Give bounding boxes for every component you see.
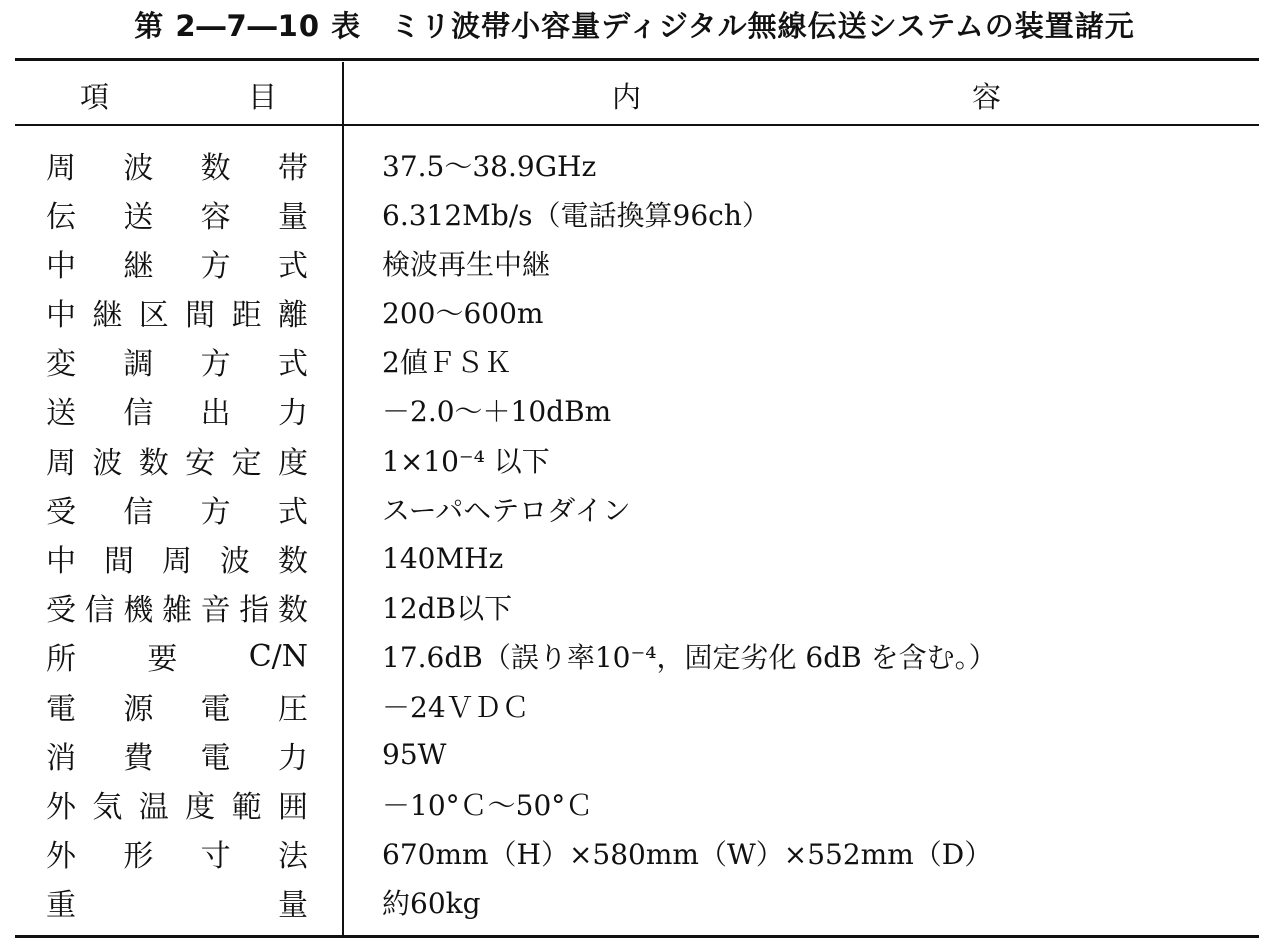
row-label-char: 中 bbox=[46, 298, 76, 334]
row-label bbox=[46, 288, 308, 337]
row-label bbox=[46, 435, 308, 484]
top-rule bbox=[15, 58, 1259, 61]
row-label-char: 電 bbox=[200, 740, 231, 776]
table-row bbox=[0, 681, 1269, 730]
row-label bbox=[46, 337, 308, 386]
row-value: 670mm（H）×580mm（W）×552mm（D） bbox=[382, 838, 993, 872]
row-label-char: 数 bbox=[277, 593, 308, 629]
row-value: 95W bbox=[382, 738, 447, 772]
table-row bbox=[0, 484, 1269, 533]
row-value: 約60kg bbox=[382, 887, 481, 921]
row-label-char: 帯 bbox=[277, 150, 308, 186]
row-label-char: 量 bbox=[278, 888, 308, 924]
row-label-char: 信 bbox=[123, 494, 154, 530]
row-label bbox=[46, 238, 308, 287]
table-row bbox=[0, 189, 1269, 238]
row-label bbox=[46, 730, 308, 779]
row-label-char: 波 bbox=[92, 445, 123, 481]
row-label-char: 間 bbox=[104, 544, 134, 579]
row-label-char: 離 bbox=[277, 298, 308, 334]
row-label bbox=[46, 140, 308, 189]
row-label-char: 機 bbox=[123, 593, 154, 629]
row-value: スーパヘテロダイン bbox=[382, 493, 631, 527]
table-row bbox=[0, 779, 1269, 828]
row-label-char: 力 bbox=[277, 740, 308, 776]
row-label-char: 周 bbox=[46, 150, 76, 186]
row-label-char: 要 bbox=[147, 642, 178, 678]
row-label bbox=[46, 386, 308, 435]
row-label-char: 所 bbox=[46, 642, 76, 678]
row-label-char: 方 bbox=[200, 347, 231, 383]
header-item-char-2: 目 bbox=[248, 80, 278, 114]
row-label-char: 区 bbox=[138, 298, 169, 334]
row-label-char: 式 bbox=[277, 248, 308, 284]
row-value: 6.312Mb/s（電話換算96ch） bbox=[382, 198, 770, 232]
table-title: 第 2―7―10 表 ミリ波帯小容量ディジタル無線伝送システムの装置諸元 bbox=[134, 9, 1135, 43]
row-label-char: 調 bbox=[123, 347, 154, 383]
row-label-char: 法 bbox=[277, 839, 308, 875]
row-label bbox=[46, 583, 308, 632]
spec-table-body bbox=[0, 140, 1269, 927]
row-label bbox=[46, 681, 308, 730]
row-label-char: 方 bbox=[200, 248, 231, 284]
row-label-char: 周 bbox=[162, 544, 192, 579]
table-row bbox=[0, 337, 1269, 386]
row-label-char: 継 bbox=[123, 248, 154, 284]
row-label-char: 間 bbox=[185, 298, 216, 334]
row-label-char: 費 bbox=[123, 740, 154, 776]
row-label-char: 外 bbox=[46, 789, 76, 825]
row-label-char: 送 bbox=[123, 199, 154, 235]
row-value: 37.5〜38.9GHz bbox=[382, 149, 597, 183]
row-label-char: 寸 bbox=[200, 839, 231, 875]
row-label-char: 容 bbox=[200, 199, 231, 235]
row-value: －24ＶＤＣ bbox=[382, 690, 530, 724]
table-row bbox=[0, 238, 1269, 287]
row-label-char: 波 bbox=[220, 544, 250, 579]
header-content-char-1: 内 bbox=[612, 80, 642, 114]
row-label-char: 中 bbox=[46, 544, 76, 579]
row-value: 1×10⁻⁴ 以下 bbox=[382, 444, 550, 478]
row-label-char: 安 bbox=[185, 445, 216, 481]
row-label-char: 方 bbox=[200, 494, 231, 530]
row-value: －2.0〜＋10dBm bbox=[382, 395, 612, 429]
row-label bbox=[46, 878, 308, 927]
row-label-char: 伝 bbox=[46, 199, 76, 235]
row-label bbox=[46, 779, 308, 828]
row-label-char: 信 bbox=[123, 396, 154, 432]
row-label-char: 出 bbox=[200, 396, 231, 432]
row-label-char: 式 bbox=[277, 494, 308, 530]
header-item-char-1: 項 bbox=[80, 80, 110, 114]
header-rule bbox=[15, 124, 1259, 126]
row-label-char: C/N bbox=[248, 638, 308, 674]
row-label-char: 雑 bbox=[161, 593, 192, 629]
table-row bbox=[0, 829, 1269, 878]
row-label-char: 送 bbox=[46, 396, 76, 432]
row-label-char: 数 bbox=[138, 445, 169, 481]
row-label-char: 範 bbox=[231, 789, 262, 825]
row-label-char: 外 bbox=[46, 839, 76, 875]
row-label-char: 温 bbox=[138, 789, 169, 825]
row-label-char: 指 bbox=[239, 593, 270, 629]
row-label bbox=[46, 484, 308, 533]
row-label-char: 式 bbox=[277, 347, 308, 383]
row-value: 2値ＦＳＫ bbox=[382, 346, 512, 380]
row-label-char: 信 bbox=[84, 593, 115, 629]
table-row bbox=[0, 730, 1269, 779]
bottom-rule bbox=[15, 935, 1259, 938]
row-label-char: 形 bbox=[123, 839, 154, 875]
row-label-char: 継 bbox=[92, 298, 123, 334]
row-label-char: 定 bbox=[231, 445, 262, 481]
row-label-char: 度 bbox=[185, 789, 216, 825]
header-content-char-2: 容 bbox=[972, 80, 1002, 114]
row-label bbox=[46, 534, 308, 583]
row-label-char: 波 bbox=[123, 150, 154, 186]
row-value: 17.6dB（誤り率10⁻⁴，固定劣化 6dB を含む。） bbox=[382, 641, 997, 675]
row-label-char: 源 bbox=[123, 691, 154, 727]
row-value: －10°Ｃ〜50°Ｃ bbox=[382, 788, 594, 822]
row-label-char: 重 bbox=[46, 888, 76, 924]
row-label-char: 数 bbox=[200, 150, 231, 186]
row-label-char: 変 bbox=[46, 347, 76, 383]
table-row bbox=[0, 435, 1269, 484]
table-row bbox=[0, 583, 1269, 632]
row-label-char: 電 bbox=[200, 691, 231, 727]
table-row bbox=[0, 140, 1269, 189]
row-label-char: 消 bbox=[46, 740, 76, 776]
table-row bbox=[0, 632, 1269, 681]
row-label-char: 周 bbox=[46, 445, 76, 481]
row-label bbox=[46, 189, 308, 238]
row-label-char: 音 bbox=[200, 593, 231, 629]
table-row bbox=[0, 288, 1269, 337]
row-value: 200〜600m bbox=[382, 297, 544, 331]
row-label-char: 中 bbox=[46, 248, 76, 284]
table-row bbox=[0, 878, 1269, 927]
table-row bbox=[0, 386, 1269, 435]
row-label-char: 受 bbox=[46, 494, 76, 530]
row-label-char: 量 bbox=[277, 199, 308, 235]
row-label-char: 受 bbox=[46, 593, 76, 629]
row-label-char: 電 bbox=[46, 691, 76, 727]
row-label bbox=[46, 829, 308, 878]
row-label bbox=[46, 632, 308, 681]
row-label-char: 度 bbox=[277, 445, 308, 481]
table-row bbox=[0, 534, 1269, 583]
row-label-char: 数 bbox=[278, 544, 308, 579]
row-value: 12dB以下 bbox=[382, 592, 513, 626]
row-label-char: 気 bbox=[92, 789, 123, 825]
row-label-char: 囲 bbox=[277, 789, 308, 825]
row-value: 検波再生中継 bbox=[382, 247, 551, 281]
row-value: 140MHz bbox=[382, 541, 504, 575]
row-label-char: 力 bbox=[277, 396, 308, 432]
row-label-char: 圧 bbox=[277, 691, 308, 727]
row-label-char: 距 bbox=[231, 298, 262, 334]
